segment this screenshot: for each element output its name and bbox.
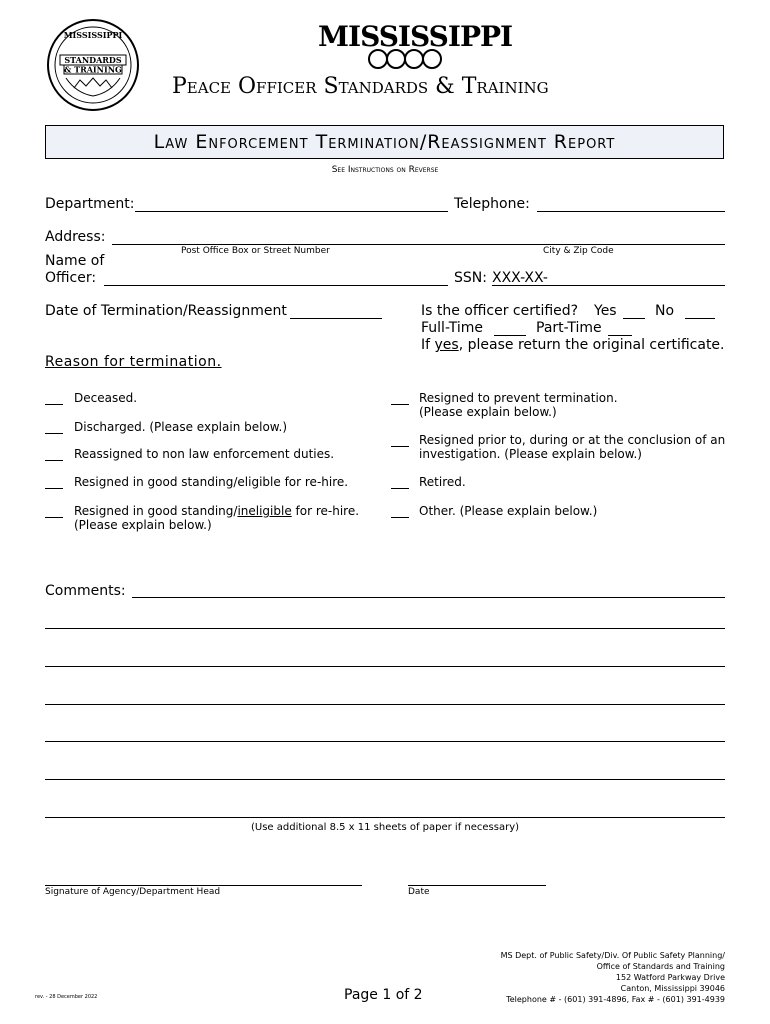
reason-ineligible [74, 504, 374, 532]
comments-line-2[interactable] [45, 628, 725, 629]
telephone-label: Telephone: [454, 196, 530, 212]
subtitle: Peace Officer Standards & Training [172, 74, 549, 99]
parttime-label: Part-Time [536, 320, 602, 336]
signature-date-field[interactable] [408, 885, 546, 886]
signature-label: Signature of Agency/Department Head [45, 887, 221, 897]
instructions-note: See Instructions on Reverse [331, 165, 439, 175]
seal-text-training: & TRAINING [64, 64, 122, 75]
reason-prevent: Resigned to prevent termination. [419, 391, 618, 405]
brand-wordmark: MISSISSIPPI [318, 20, 513, 53]
reason-discharged: Discharged. (Please explain below.) [74, 420, 288, 434]
reason-investigation: Resigned prior to, during or at the conclusion of an [419, 433, 726, 447]
reason-deceased: Deceased. [74, 391, 138, 405]
revision-date: rev. - 28 December 2022 [35, 994, 98, 1000]
address-hint-street: Post Office Box or Street Number [181, 246, 330, 256]
signature-date-label: Date [408, 887, 430, 897]
ssn-value: XXX-XX- [492, 270, 548, 286]
reason-eligible-checkbox[interactable] [45, 488, 63, 489]
footer-address-line: Office of Standards and Training [596, 962, 725, 971]
brand-rings-icon [362, 48, 452, 70]
seal-text-top: MISSISSIPPI [63, 30, 123, 40]
telephone-field[interactable] [537, 211, 725, 212]
certified-no-label: No [655, 303, 675, 319]
return-text: , please return the original certificate. [458, 337, 725, 353]
ssn-field[interactable] [492, 285, 725, 286]
reason-prevent-checkbox[interactable] [391, 404, 409, 405]
ssn-label: SSN: [454, 270, 487, 286]
reason-ineligible-checkbox[interactable] [45, 517, 63, 518]
certified-yes-field[interactable] [623, 318, 645, 319]
reason-other-checkbox[interactable] [391, 517, 409, 518]
footer-address [501, 950, 725, 1005]
reason-retired-checkbox[interactable] [391, 488, 409, 489]
comments-line-7[interactable] [45, 817, 725, 818]
reason-heading: Reason for termination. [45, 354, 222, 370]
certified-yes-label: Yes [594, 303, 617, 319]
officer-label-1: Name of [45, 253, 105, 269]
department-label: Department: [45, 196, 135, 212]
reason-investigation-explain: investigation. (Please explain below.) [419, 447, 642, 461]
officer-name-field[interactable] [104, 285, 448, 286]
reason-ineligible-part3: for re-hire. [291, 504, 360, 518]
reason-prevent-explain: (Please explain below.) [419, 405, 557, 419]
fulltime-field[interactable] [494, 335, 526, 336]
address-hint-city: City & Zip Code [543, 246, 614, 256]
signature-field[interactable] [45, 885, 362, 886]
footer-address-line: Telephone # - (601) 391-4896, Fax # - (601) 391-4939 [506, 995, 725, 1004]
fulltime-label: Full-Time [421, 320, 483, 336]
address-field[interactable] [112, 244, 725, 245]
return-certificate-note [421, 337, 725, 353]
parttime-field[interactable] [608, 335, 632, 336]
reason-other: Other. (Please explain below.) [419, 504, 598, 518]
reason-investigation-checkbox[interactable] [391, 446, 409, 447]
reason-ineligible-part1: Resigned in good standing/ [74, 504, 238, 518]
form-title: Law Enforcement Termination/Reassignment Report [45, 125, 724, 159]
comments-line-1[interactable] [132, 597, 725, 598]
seal-text-standards: STANDARDS [64, 55, 122, 65]
mississippi-post-seal [46, 18, 140, 112]
reason-reassigned: Reassigned to non law enforcement duties. [74, 447, 335, 461]
footer-address-line: Canton, Mississippi 39046 [620, 984, 725, 993]
reason-discharged-checkbox[interactable] [45, 433, 63, 434]
reason-eligible: Resigned in good standing/eligible for re-hire. [74, 475, 349, 489]
reason-ineligible-explain: (Please explain below.) [74, 518, 212, 532]
comments-line-6[interactable] [45, 779, 725, 780]
address-label: Address: [45, 229, 106, 245]
yes-underlined: yes [434, 337, 459, 353]
additional-sheets-note: (Use additional 8.5 x 11 sheets of paper if necessary) [250, 822, 520, 833]
department-field[interactable] [135, 211, 448, 212]
reason-retired: Retired. [419, 475, 466, 489]
footer-address-line: MS Dept. of Public Safety/Div. Of Public Safety Planning/ [500, 951, 725, 960]
officer-label-2: Officer: [45, 270, 97, 286]
page-number: Page 1 of 2 [344, 987, 423, 1003]
reason-deceased-checkbox[interactable] [45, 404, 63, 405]
comments-label: Comments: [45, 583, 126, 599]
termination-date-label: Date of Termination/Reassignment [45, 303, 287, 319]
comments-line-4[interactable] [45, 704, 725, 705]
certified-question: Is the officer certified? [421, 303, 579, 319]
termination-date-field[interactable] [290, 318, 382, 319]
reason-ineligible-underlined: ineligible [237, 504, 292, 518]
certified-no-field[interactable] [685, 318, 715, 319]
reason-reassigned-checkbox[interactable] [45, 460, 63, 461]
comments-line-5[interactable] [45, 741, 725, 742]
comments-line-3[interactable] [45, 666, 725, 667]
footer-address-line: 152 Watford Parkway Drive [615, 973, 725, 982]
if-text: If [421, 337, 431, 353]
